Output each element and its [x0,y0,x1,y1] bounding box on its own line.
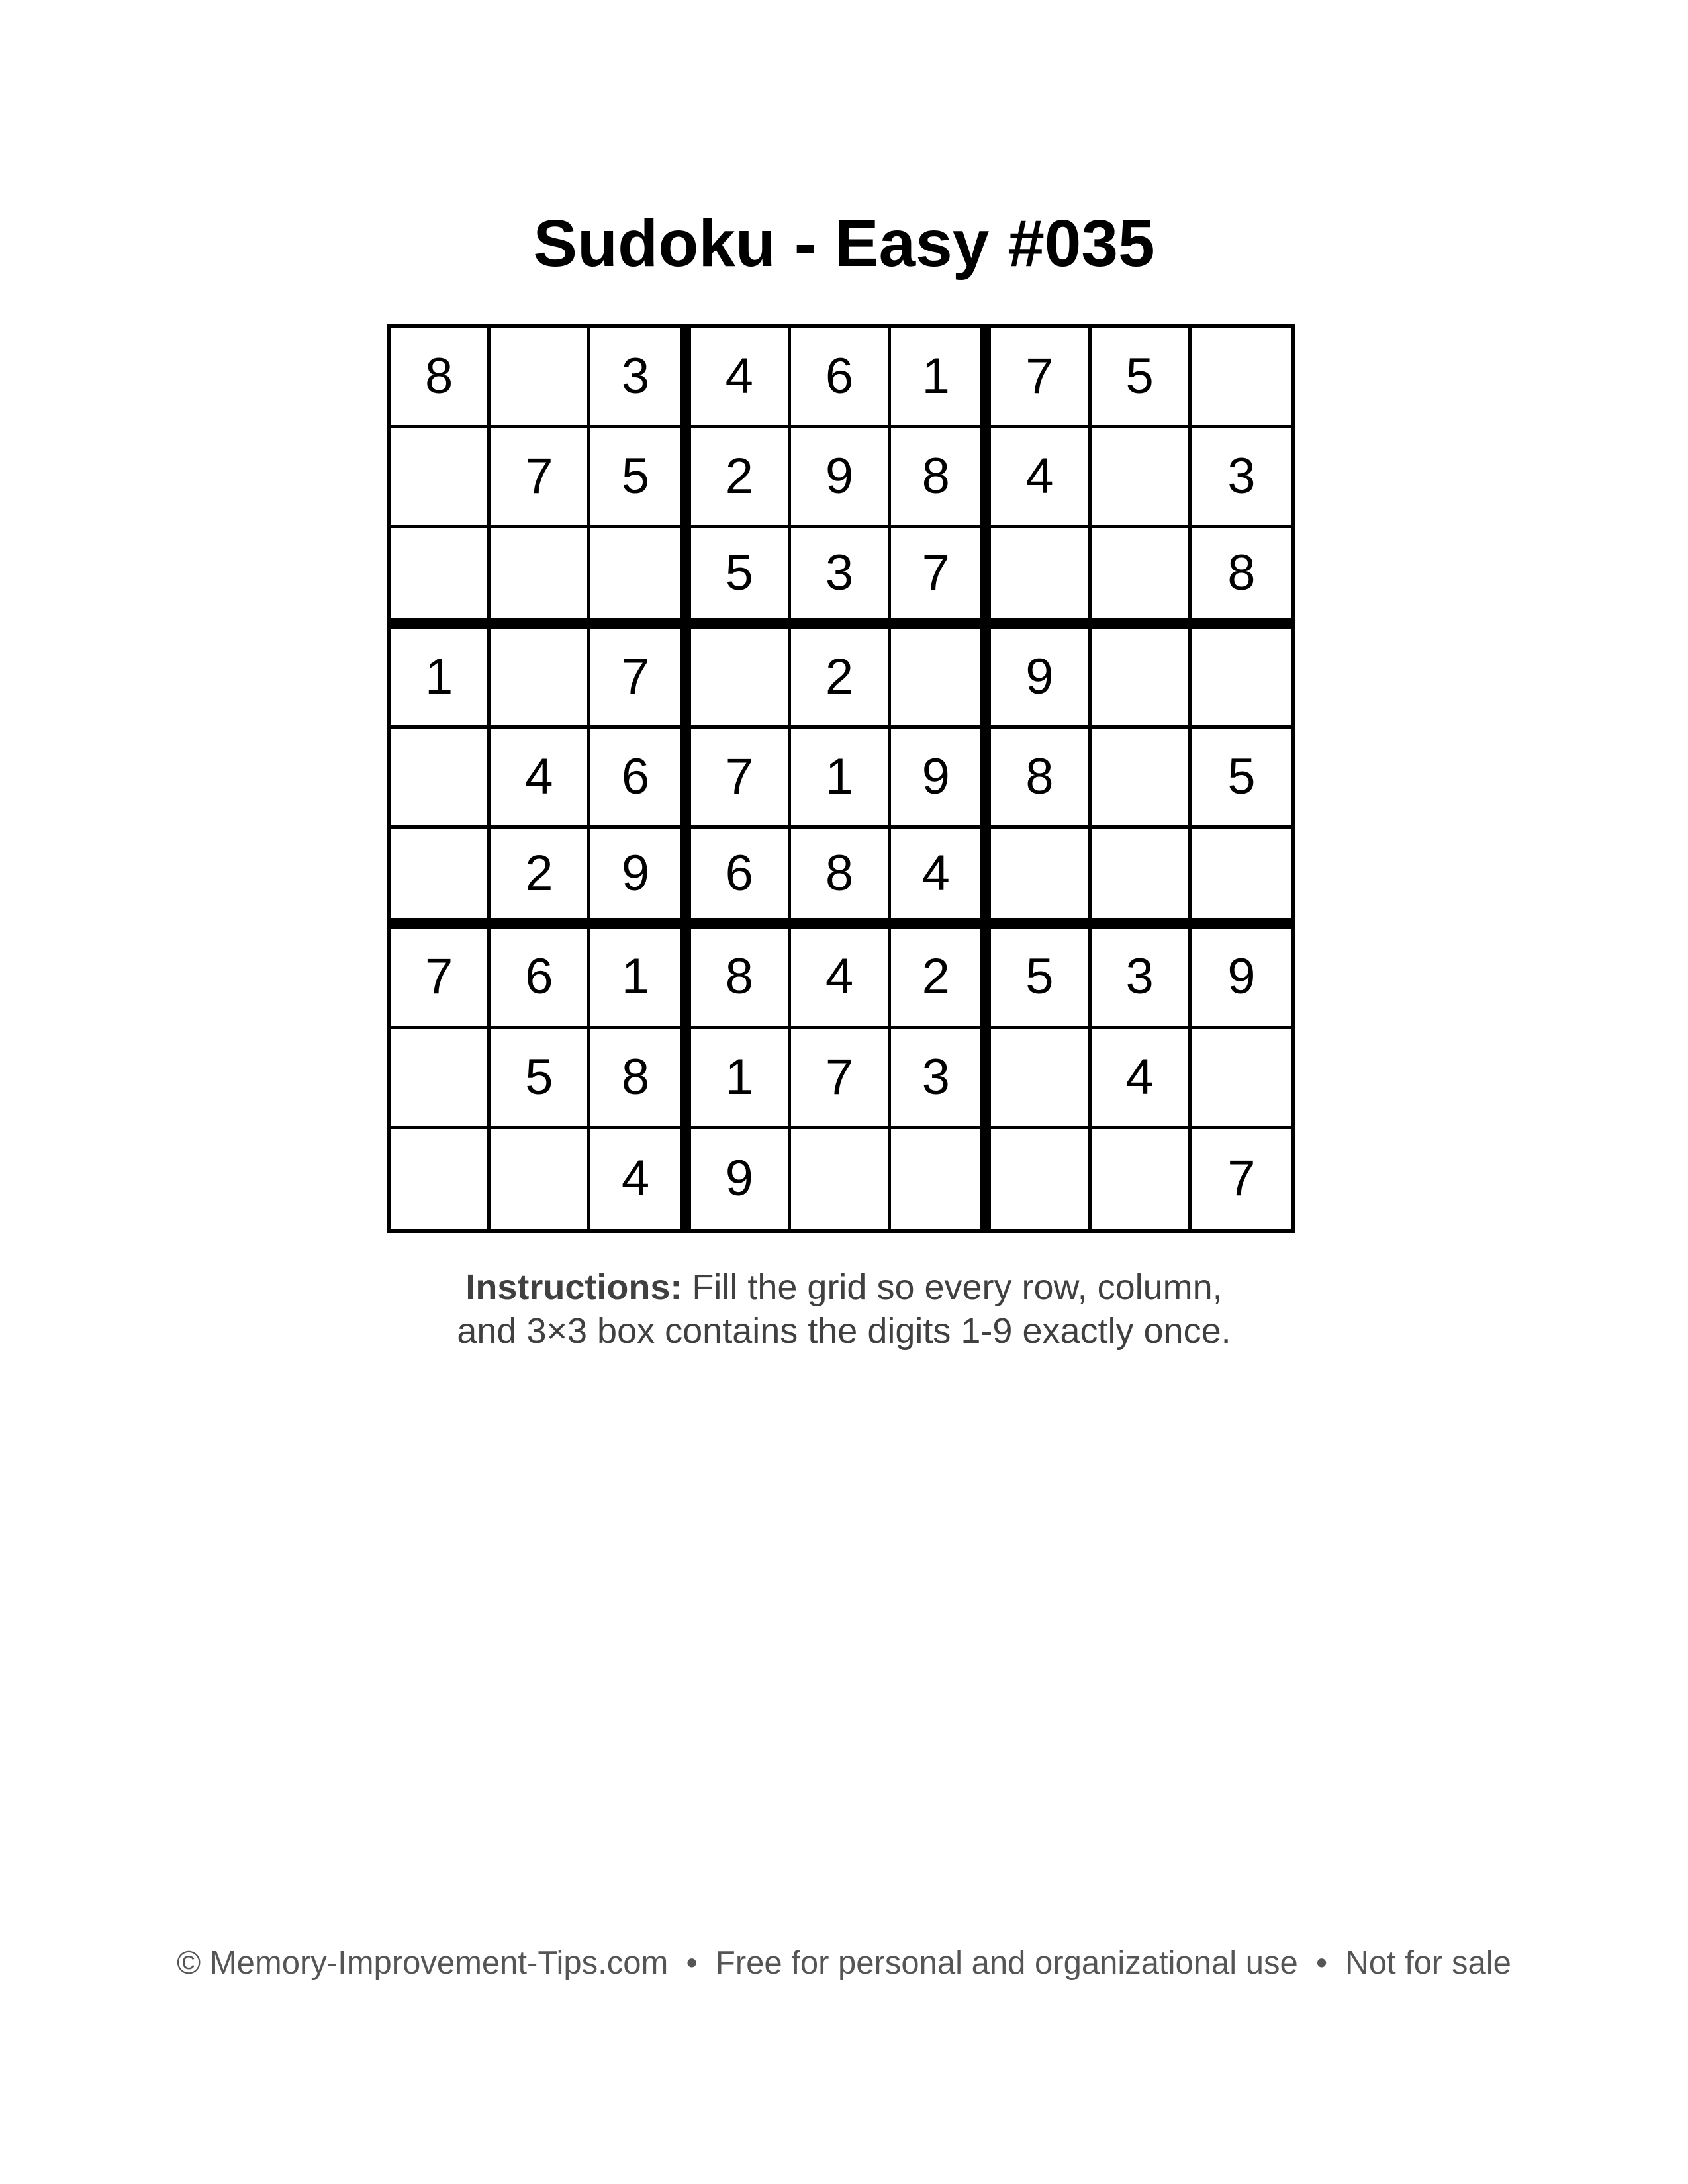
given-cell: 7 [691,729,791,829]
given-cell: 8 [691,929,791,1028]
empty-cell[interactable] [391,528,491,628]
page-title: Sudoku - Easy #035 [533,206,1155,281]
empty-cell[interactable] [1192,1029,1291,1129]
empty-cell[interactable] [391,1029,491,1129]
empty-cell[interactable] [391,1129,491,1229]
given-cell: 7 [791,1029,891,1129]
given-cell: 1 [691,1029,791,1129]
given-cell: 9 [991,629,1091,729]
given-cell: 8 [590,1029,690,1129]
given-cell: 9 [691,1129,791,1229]
given-cell: 1 [590,929,690,1028]
empty-cell[interactable] [391,428,491,528]
empty-cell[interactable] [1092,829,1192,929]
empty-cell[interactable] [391,829,491,929]
instructions-label: Instructions: [465,1267,682,1307]
given-cell: 6 [491,929,590,1028]
given-cell: 9 [891,729,991,829]
given-cell: 2 [891,929,991,1028]
given-cell: 3 [1092,929,1192,1028]
given-cell: 3 [791,528,891,628]
given-cell: 8 [1192,528,1291,628]
given-cell: 2 [691,428,791,528]
empty-cell[interactable] [991,1129,1091,1229]
given-cell: 7 [891,528,991,628]
given-cell: 7 [590,629,690,729]
empty-cell[interactable] [1192,829,1291,929]
given-cell: 8 [891,428,991,528]
given-cell: 6 [791,328,891,428]
given-cell: 7 [391,929,491,1028]
given-cell: 2 [491,829,590,929]
instructions [0,1265,1688,1353]
given-cell: 3 [891,1029,991,1129]
given-cell: 5 [491,1029,590,1129]
given-cell: 1 [391,629,491,729]
given-cell: 8 [791,829,891,929]
empty-cell[interactable] [391,729,491,829]
empty-cell[interactable] [891,629,991,729]
empty-cell[interactable] [1092,528,1192,628]
given-cell: 6 [590,729,690,829]
given-cell: 8 [391,328,491,428]
given-cell: 3 [1192,428,1291,528]
given-cell: 4 [691,328,791,428]
given-cell: 7 [991,328,1091,428]
given-cell: 8 [991,729,1091,829]
given-cell: 7 [491,428,590,528]
instructions-line-2: and 3×3 box contains the digits 1-9 exactly once. [457,1311,1231,1351]
given-cell: 5 [1092,328,1192,428]
empty-cell[interactable] [891,1129,991,1229]
instructions-line-1: Fill the grid so every row, column, [692,1267,1223,1307]
given-cell: 6 [691,829,791,929]
given-cell: 3 [590,328,690,428]
given-cell: 5 [590,428,690,528]
given-cell: 5 [1192,729,1291,829]
given-cell: 9 [791,428,891,528]
empty-cell[interactable] [991,1029,1091,1129]
empty-cell[interactable] [991,528,1091,628]
empty-cell[interactable] [491,528,590,628]
given-cell: 2 [791,629,891,729]
sudoku-grid [387,324,1295,1233]
empty-cell[interactable] [691,629,791,729]
given-cell: 4 [791,929,891,1028]
given-cell: 4 [1092,1029,1192,1129]
empty-cell[interactable] [1092,629,1192,729]
empty-cell[interactable] [1092,729,1192,829]
empty-cell[interactable] [491,328,590,428]
empty-cell[interactable] [1192,328,1291,428]
given-cell: 9 [590,829,690,929]
given-cell: 4 [891,829,991,929]
given-cell: 4 [991,428,1091,528]
given-cell: 9 [1192,929,1291,1028]
footer-credit: © Memory-Improvement-Tips.com • Free for personal and organizational use • Not for sale [177,1945,1511,1981]
given-cell: 4 [590,1129,690,1229]
empty-cell[interactable] [991,829,1091,929]
empty-cell[interactable] [1192,629,1291,729]
empty-cell[interactable] [791,1129,891,1229]
given-cell: 7 [1227,1150,1256,1207]
given-cell: 4 [491,729,590,829]
given-cell: 5 [691,528,791,628]
given-cell: 5 [991,929,1091,1028]
empty-cell[interactable] [491,1129,590,1229]
empty-cell[interactable] [590,528,690,628]
empty-cell[interactable] [1092,428,1192,528]
empty-cell[interactable] [491,629,590,729]
given-cell: 1 [791,729,891,829]
empty-cell[interactable] [1092,1129,1192,1229]
given-cell: 1 [891,328,991,428]
